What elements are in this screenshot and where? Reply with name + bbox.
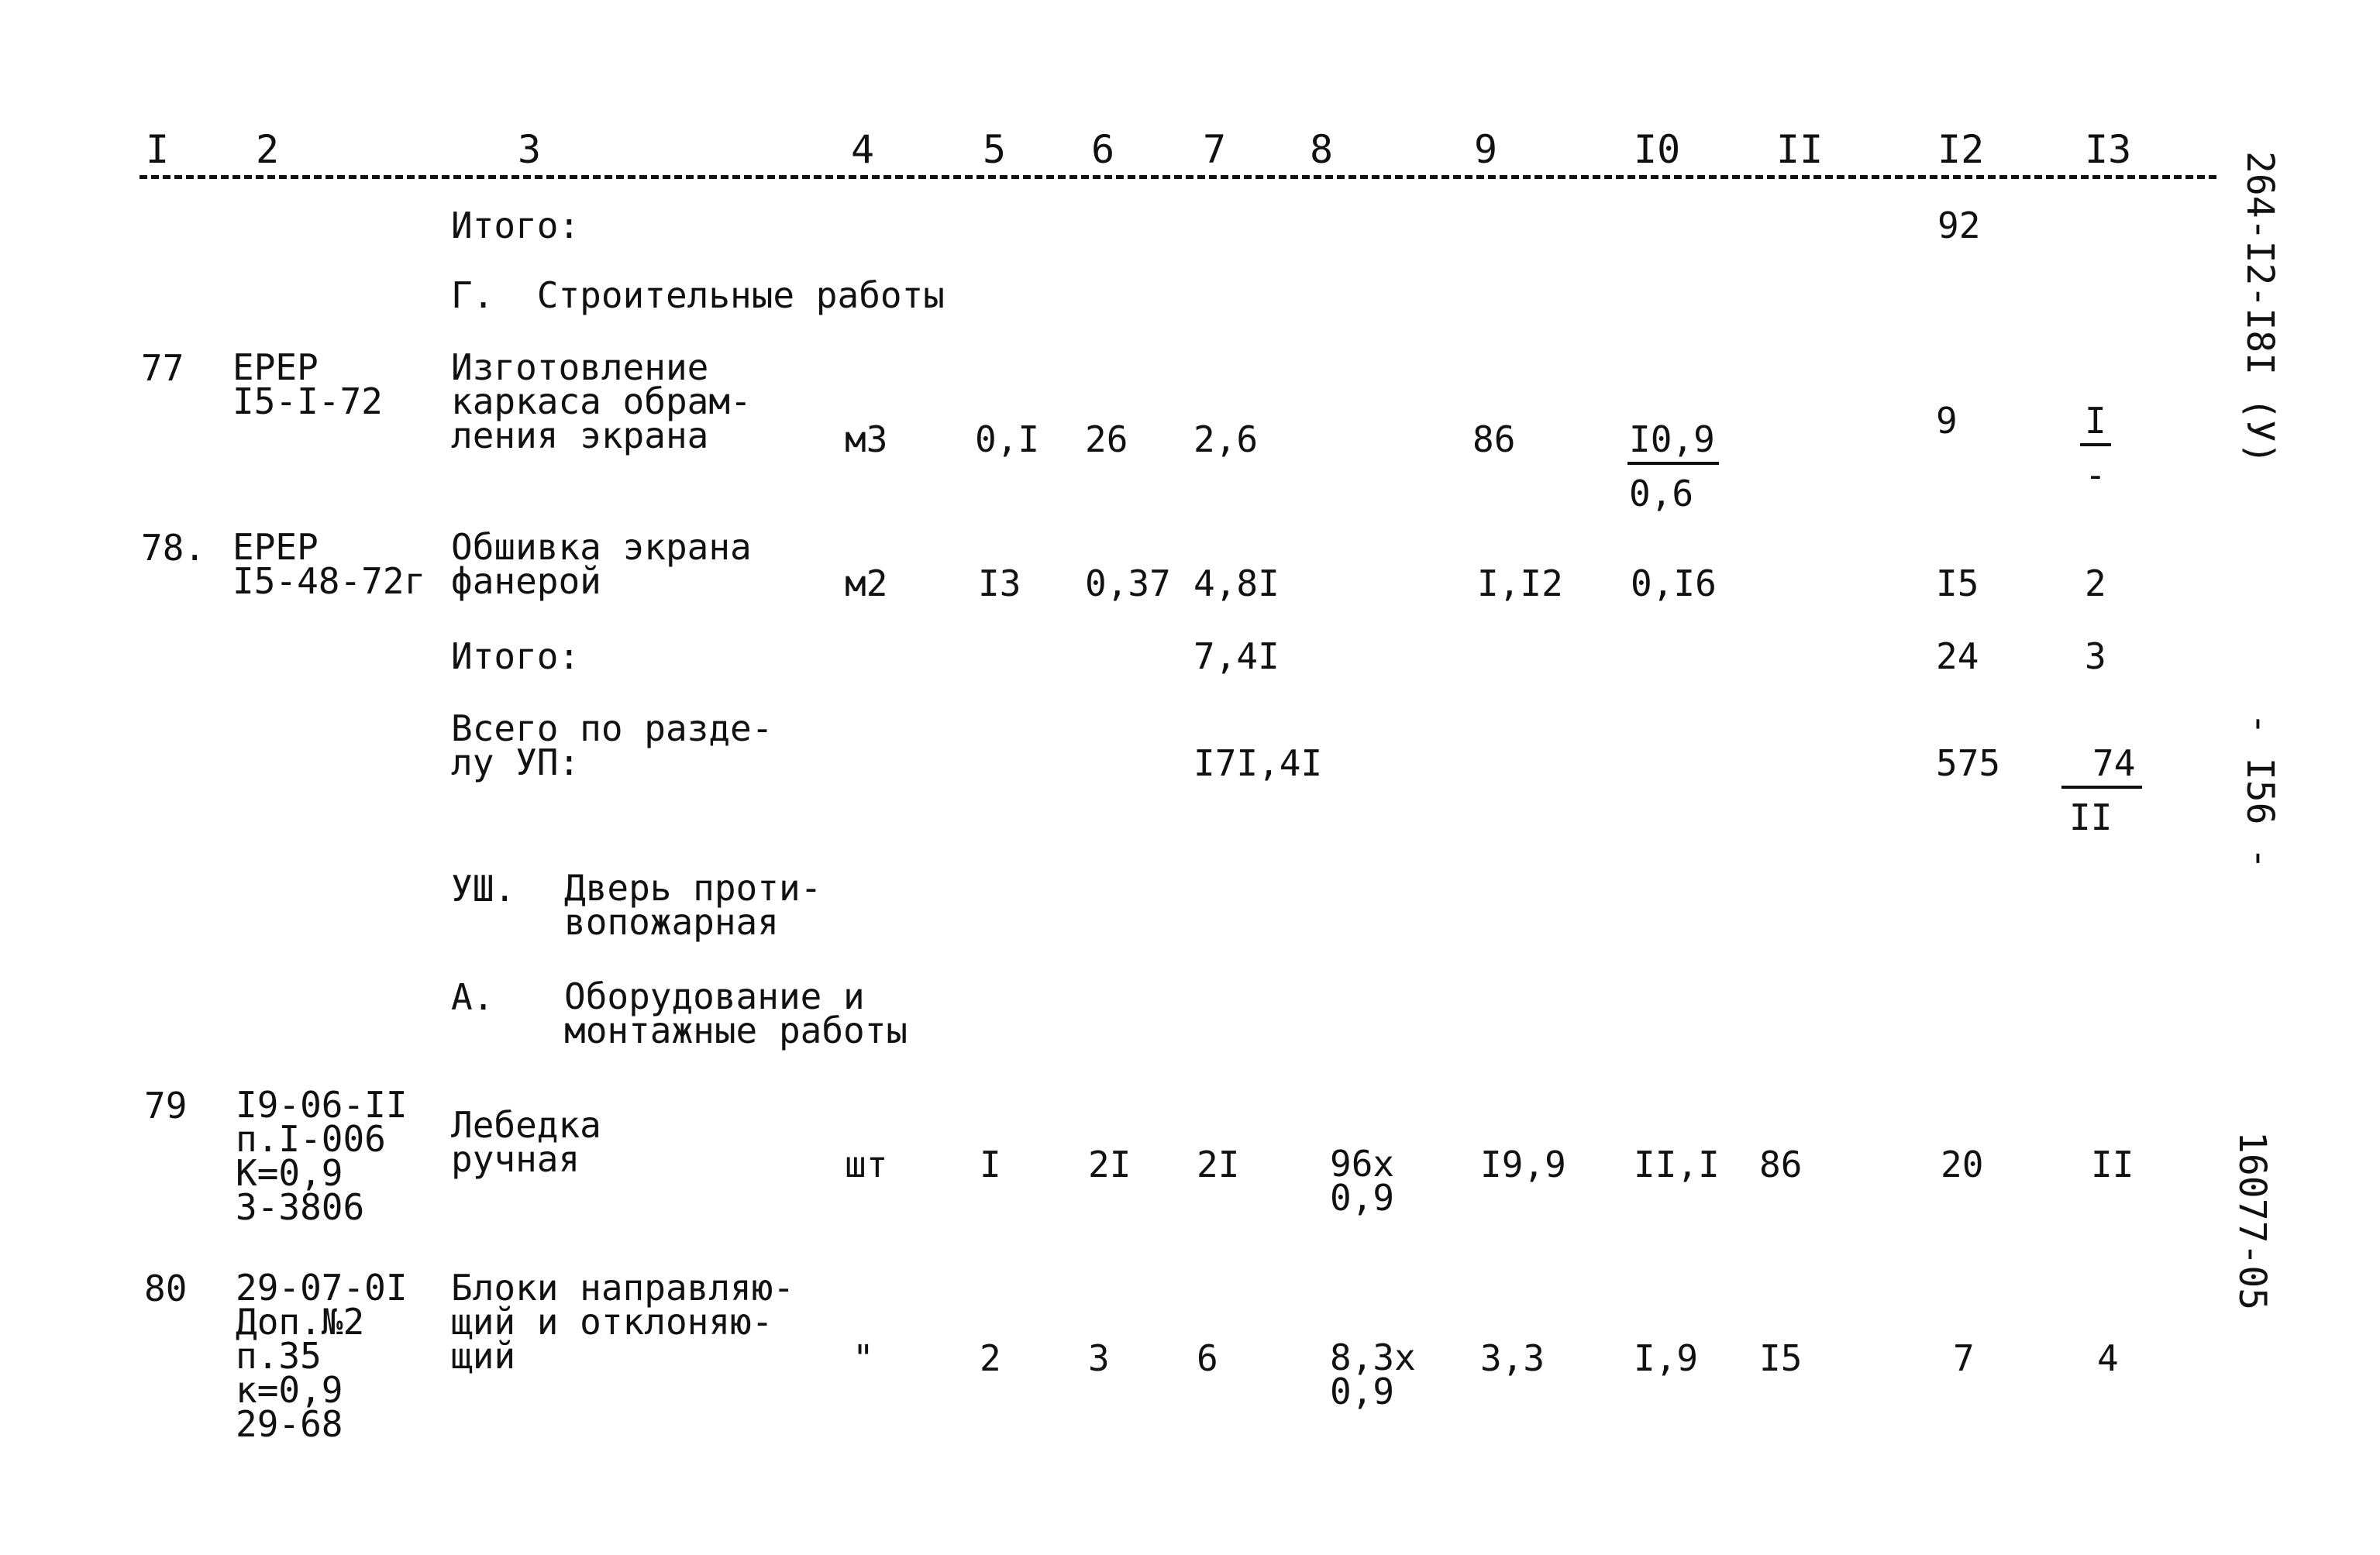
col-header-11: II [1776,127,1824,172]
row-c10: II,I [1634,1144,1720,1185]
row-unit: шт [845,1144,888,1185]
section-total-c7: I7I,4I [1193,742,1323,784]
margin-document-code: 264-I2-I8I (У) [2238,151,2282,465]
table-header [139,127,2216,177]
col-header-12: I2 [1937,127,1985,172]
margin-page-number: - I56 - [2238,713,2282,870]
subtotal-c13: 3 [2085,635,2106,677]
section-heading: Дверь проти- вопожарная [564,867,822,943]
row-unit: м3 [845,418,888,460]
row-c9: 3,3 [1480,1337,1545,1379]
row-c11: 86 [1759,1144,1803,1185]
col-header-13: I3 [2085,127,2132,172]
subtotal-label: Итого: [451,205,580,246]
row-c6: 3 [1088,1337,1110,1379]
row-c10: 0,I6 [1631,562,1717,604]
row-code: ЕРЕР I5-I-72 [232,346,383,422]
subtotal-c12: 24 [1936,635,1979,677]
row-c5: 2 [980,1337,1001,1379]
row-c5: 0,I [975,418,1040,460]
col-header-1: I [146,127,170,172]
col-header-8: 8 [1310,127,1334,172]
col-header-10: I0 [1634,127,1681,172]
row-c13-numerator: I [2085,400,2106,442]
row-c9: I9,9 [1480,1144,1566,1185]
row-c7: 6 [1197,1337,1218,1379]
row-number: 77 [141,347,184,389]
row-c8: 96x 0,9 [1330,1143,1395,1219]
row-c8: 8,3x 0,9 [1330,1337,1416,1412]
row-c7: 2I [1197,1144,1240,1185]
fraction-bar [2080,443,2111,446]
row-c12: 7 [1953,1337,1975,1379]
section-total-c12: 575 [1936,742,2001,784]
row-code: I9-06-II п.I-006 К=0,9 3-3806 [236,1084,408,1228]
subtotal-c7: 7,4I [1193,635,1280,677]
row-c10-numerator: I0,9 [1629,418,1715,460]
section-heading: Оборудование и монтажные работы [564,975,908,1051]
fraction-bar [1627,462,1719,465]
row-c5: I [980,1144,1001,1185]
col-header-5: 5 [983,127,1007,172]
section-total-c13-denominator: II [2069,796,2113,838]
row-description: Изготовление каркаса обрам- ления экрана [451,346,752,456]
row-c6: 0,37 [1085,562,1171,604]
fraction-bar [2061,786,2142,789]
row-c12: 9 [1936,400,1958,442]
row-description: Лебедка ручная [451,1104,601,1180]
row-c9: I,I2 [1477,562,1563,604]
row-unit: " [852,1337,874,1379]
row-number: 79 [144,1085,188,1127]
row-c9: 86 [1472,418,1516,460]
row-c13: II [2091,1144,2134,1185]
row-c7: 2,6 [1193,418,1259,460]
row-c12: I5 [1936,562,1979,604]
row-c7: 4,8I [1193,562,1280,604]
col-header-2: 2 [256,127,280,172]
section-total-c13-numerator: 74 [2092,742,2136,784]
row-number: 80 [144,1268,188,1309]
col-header-9: 9 [1474,127,1498,172]
row-description: Блоки направляю- щий и отклоняю- щий [451,1267,795,1377]
row-description: Обшивка экрана фанерой [451,526,752,602]
row-code: ЕРЕР I5-48-72г [232,526,426,602]
col-header-7: 7 [1203,127,1227,172]
row-c12: 20 [1941,1144,1984,1185]
row-c13: 2 [2085,562,2106,604]
row-unit: м2 [845,562,888,604]
subtotal-c12: 92 [1937,205,1981,246]
row-c10-denominator: 0,6 [1629,473,1694,514]
subtotal-label: Итого: [451,635,580,677]
col-header-6: 6 [1091,127,1115,172]
col-header-3: 3 [518,127,542,172]
row-number: 78. [141,527,206,569]
header-dashed-rule [139,175,2216,179]
margin-stamp-number: 16077-05 [2230,1131,2274,1311]
row-c13-denominator: - [2085,454,2106,496]
row-c11: I5 [1759,1337,1803,1379]
section-letter: А. [451,976,494,1018]
row-code: 29-07-0I Доп.№2 п.35 к=0,9 29-68 [236,1267,408,1445]
section-heading: Г. Строительные работы [451,274,945,316]
row-c6: 2I [1088,1144,1131,1185]
row-c6: 26 [1085,418,1128,460]
section-total-label: Всего по разде- лу УП: [451,707,773,783]
row-c10: I,9 [1634,1337,1699,1379]
section-number: УШ. [451,868,516,910]
row-c5: I3 [978,562,1021,604]
row-c13: 4 [2097,1337,2119,1379]
col-header-4: 4 [851,127,875,172]
